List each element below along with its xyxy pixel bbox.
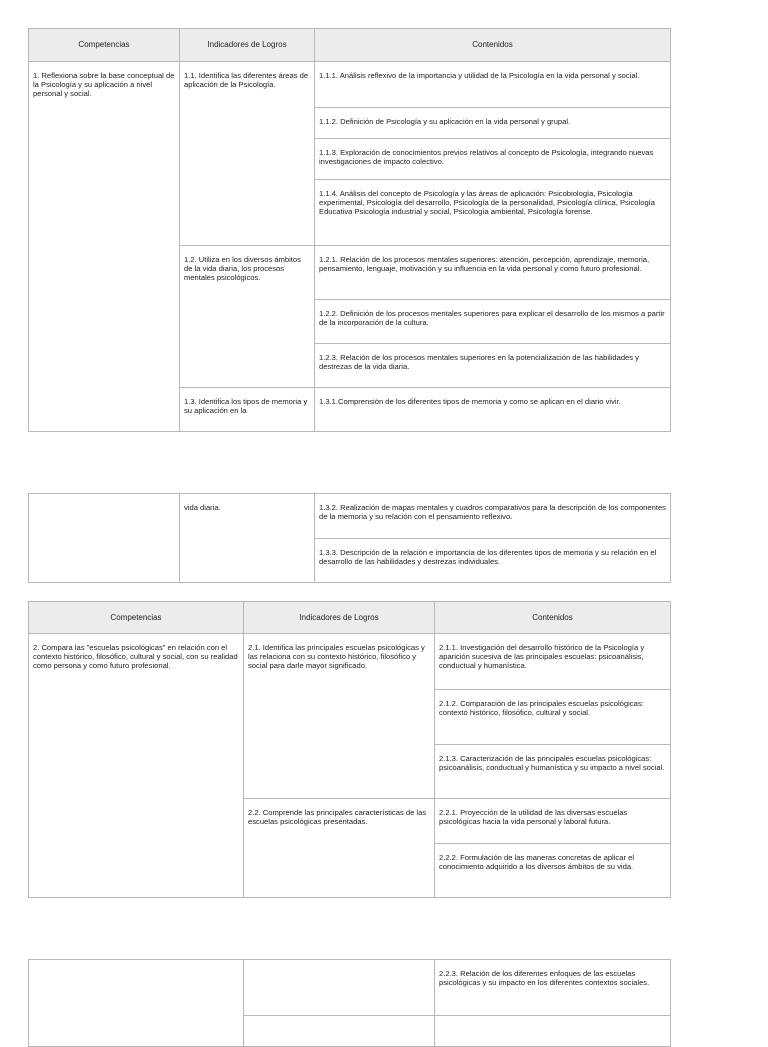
indicador-text: 1.1. Identifica las diferentes áreas de aplicación de la Psicología. bbox=[184, 71, 309, 90]
contenido-cell bbox=[435, 844, 671, 898]
curriculum-table-2 bbox=[28, 601, 671, 898]
contenido-text: 1.1.4. Análisis del concepto de Psicología y las áreas de aplicación: Psicobiología, Psicología experimental, Psicología del desarrollo, Psicología de la personalidad, Psicología clínica, Psicología Educativa Psicología industrial y social, Psicología ambiental, Psicología forense. bbox=[319, 189, 656, 217]
header-indicadores: Indicadores de Logros bbox=[180, 29, 315, 62]
indicador-text: 1.2. Utiliza en los diversos ámbitos de la vida diaria, los procesos mentales psicológicos. bbox=[184, 255, 301, 283]
contenido-text: 2.2.3. Relación de los diferentes enfoques de las escuelas psicológicas y su impacto en los diferentes contextos sociales. bbox=[439, 969, 650, 988]
indicador-cell bbox=[244, 634, 435, 799]
contenido-text: 1.1.1. Análisis reflexivo de la importancia y utilidad de la Psicología en la vida personal y social. bbox=[319, 71, 640, 80]
indicador-cell bbox=[180, 246, 315, 388]
contenido-text: 1.2.3. Relación de los procesos mentales superiores en la potencialización de las habilidades y destrezas de la vida diaria. bbox=[319, 353, 639, 372]
contenido-cell bbox=[315, 180, 671, 246]
header-competencias: Competencias bbox=[29, 29, 180, 62]
contenido-cell bbox=[315, 388, 671, 432]
contenido-text: 2.2.1. Proyección de la utilidad de las diversas escuelas psicológicas hacia la vida personal y laboral futura. bbox=[439, 808, 628, 827]
competencia-cell bbox=[29, 62, 180, 432]
contenido-text: 1.1.3. Exploración de conocimientos previos relativos al concepto de Psicología, integrando nuevas investigaciones de impacto colectivo. bbox=[319, 148, 654, 167]
contenido-cell bbox=[315, 62, 671, 108]
curriculum-table-1-continued bbox=[28, 493, 671, 583]
curriculum-table-2-continued bbox=[28, 959, 671, 1047]
indicador-text: vida diaria. bbox=[184, 503, 221, 512]
table-row bbox=[29, 634, 671, 690]
contenido-text: 1.3.2. Realización de mapas mentales y cuadros comparativos para la descripción de los componentes de la memoria y su relación con el pensamiento reflexivo. bbox=[319, 503, 666, 522]
indicador-text: 2.2. Comprende las principales características de las escuelas psicológicas presentadas. bbox=[248, 808, 427, 827]
table-row bbox=[29, 62, 671, 108]
indicador-text: 1.3. Identifica los tipos de memoria y su aplicación en la bbox=[184, 397, 308, 416]
curriculum-table-1 bbox=[28, 28, 671, 432]
contenido-text: 2.2.2. Formulación de las maneras concretas de aplicar el conocimiento adquirido a los diversos ámbitos de su vida. bbox=[439, 853, 635, 872]
table-header-row bbox=[29, 29, 671, 62]
contenido-cell bbox=[315, 344, 671, 388]
competencia-text: 1. Reflexiona sobre la base conceptual de la Psicología y su aplicación a nivel personal y social. bbox=[33, 71, 175, 99]
header-indicadores: Indicadores de Logros bbox=[244, 602, 435, 634]
contenido-cell bbox=[315, 494, 671, 539]
contenido-cell bbox=[435, 745, 671, 799]
contenido-text: 1.2.2. Definición de los procesos mentales superiores para explicar el desarrollo de los mismos a partir de la incorporación de la cultura. bbox=[319, 309, 665, 328]
table-row bbox=[29, 960, 671, 1016]
indicador-cell bbox=[180, 62, 315, 246]
table-row bbox=[29, 494, 671, 539]
header-contenidos: Contenidos bbox=[315, 29, 671, 62]
contenido-text: 2.1.2. Comparación de las principales escuelas psicológicas: contexto histórico, filosófico, cultural y social. bbox=[439, 699, 644, 718]
contenido-text: 2.1.1. Investigación del desarrollo histórico de la Psicología y aparición sucesiva de las principales escuelas: psicoanálisis, conductual y humanística. bbox=[439, 643, 645, 671]
indicador-cell bbox=[180, 494, 315, 583]
contenido-text: 1.3.3. Descripción de la relación e importancia de los diferentes tipos de memoria y su relación en el desarrollo de las habilidades y destrezas individuales. bbox=[319, 548, 657, 567]
header-contenidos: Contenidos bbox=[435, 602, 671, 634]
contenido-cell bbox=[315, 246, 671, 300]
contenido-text: 1.3.1.Comprensión de los diferentes tipos de memoria y como se aplican en el diario vivir. bbox=[319, 397, 621, 406]
contenido-cell bbox=[435, 634, 671, 690]
table-header-row bbox=[29, 602, 671, 634]
header-competencias: Competencias bbox=[29, 602, 244, 634]
contenido-cell bbox=[435, 799, 671, 844]
indicador-cell bbox=[244, 1016, 435, 1047]
contenido-cell bbox=[315, 539, 671, 583]
contenido-cell bbox=[315, 300, 671, 344]
competencia-cell bbox=[29, 494, 180, 583]
contenido-text: 2.1.3. Caracterización de las principales escuelas psicológicas: psicoanálisis, conductual y humanística y su impacto a nivel social. bbox=[439, 754, 665, 773]
indicador-text: 2.1. Identifica las principales escuelas psicológicas y las relaciona con su contexto histórico, filosófico y social para darle mayor significado. bbox=[248, 643, 425, 671]
contenido-cell bbox=[315, 108, 671, 139]
competencia-cell bbox=[29, 634, 244, 898]
contenido-text: 1.2.1. Relación de los procesos mentales superiores: atención, percepción, aprendizaje, memoria, pensamiento, lenguaje, motivación y su influencia en la vida personal y como futuro profesional. bbox=[319, 255, 650, 274]
indicador-cell bbox=[244, 960, 435, 1016]
competencia-cell bbox=[29, 960, 244, 1047]
competencia-text: 2. Compara las "escuelas psicológicas" en relación con el contexto histórico, filosófico, cultural y social, con su realidad como persona y como futuro profesional. bbox=[33, 643, 238, 671]
contenido-cell bbox=[435, 690, 671, 745]
indicador-cell bbox=[244, 799, 435, 898]
contenido-cell bbox=[435, 960, 671, 1016]
contenido-cell bbox=[435, 1016, 671, 1047]
contenido-text: 1.1.2. Definición de Psicología y su aplicación en la vida personal y grupal. bbox=[319, 117, 571, 126]
contenido-cell bbox=[315, 139, 671, 180]
indicador-cell bbox=[180, 388, 315, 432]
